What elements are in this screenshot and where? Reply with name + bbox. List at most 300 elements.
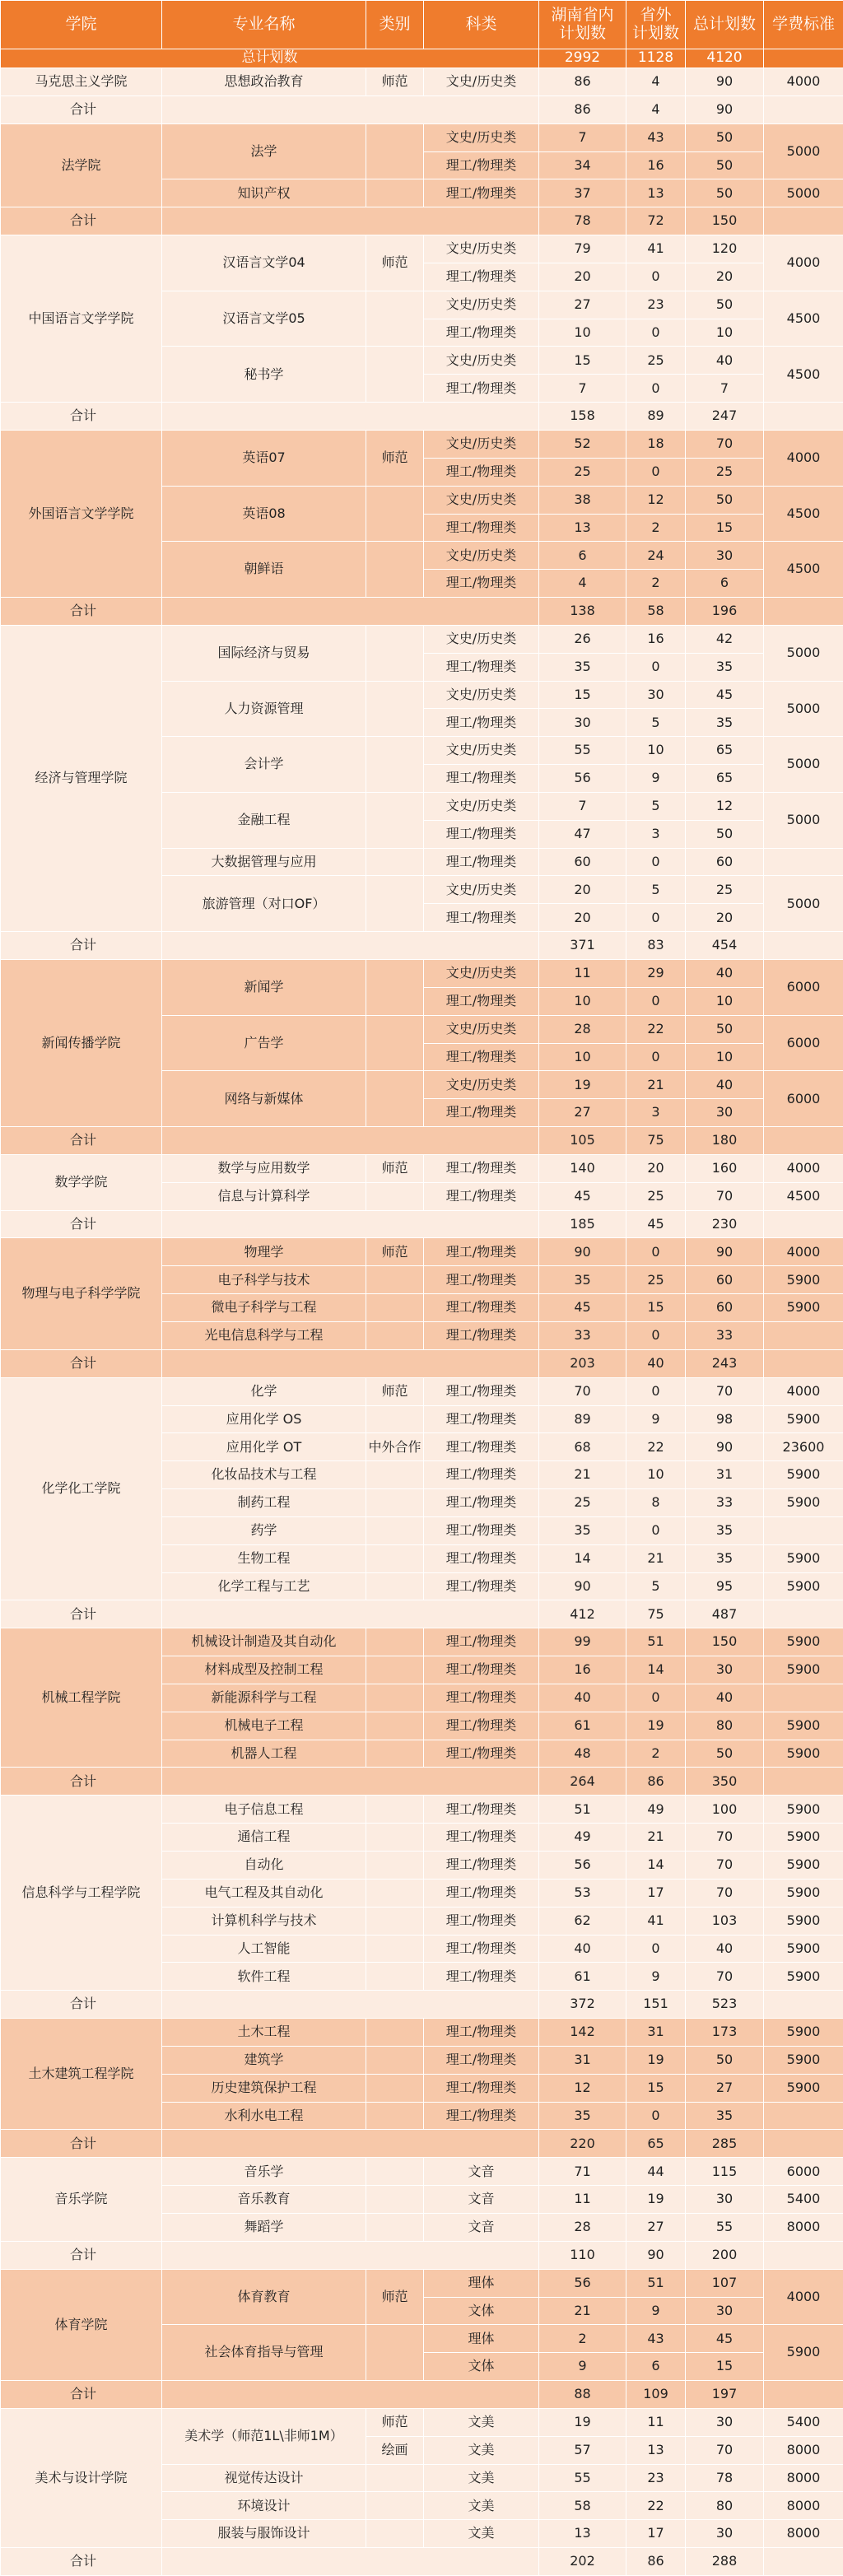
major-name: 机器人工程	[162, 1740, 366, 1768]
subject-type: 理工/物理类	[424, 1740, 539, 1768]
in-province-count: 10	[539, 319, 626, 347]
subject-type: 文史/历史类	[424, 235, 539, 263]
subtotal-label: 合计	[1, 2548, 162, 2576]
in-province-count: 31	[539, 2046, 626, 2074]
category	[366, 542, 424, 598]
major-name: 电气工程及其自动化	[162, 1879, 366, 1907]
tuition-fee: 5900	[764, 1656, 843, 1684]
in-province-count: 25	[539, 1489, 626, 1517]
out-province-count: 5	[626, 792, 686, 820]
major-name: 建筑学	[162, 2046, 366, 2074]
total-count: 70	[686, 2436, 764, 2464]
subject-type: 文史/历史类	[424, 876, 539, 904]
total-count: 65	[686, 737, 764, 765]
category	[366, 1684, 424, 1712]
total-count: 30	[686, 2520, 764, 2548]
subject-type: 理工/物理类	[424, 1544, 539, 1572]
in-province-count: 25	[539, 458, 626, 486]
total-count: 90	[686, 1238, 764, 1266]
tuition-fee: 4000	[764, 68, 843, 96]
subtotal-in: 110	[539, 2241, 626, 2269]
category	[366, 848, 424, 876]
subtotal-row	[1, 1210, 843, 1238]
out-province-count: 49	[626, 1796, 686, 1824]
subject-type: 文史/历史类	[424, 792, 539, 820]
out-province-count: 25	[626, 1266, 686, 1294]
subject-type: 理工/物理类	[424, 1963, 539, 1991]
total-count: 90	[686, 68, 764, 96]
category	[366, 1963, 424, 1991]
total-count: 30	[686, 1656, 764, 1684]
subtotal-label: 合计	[1, 2241, 162, 2269]
category	[366, 347, 424, 403]
out-province-count: 10	[626, 737, 686, 765]
in-province-count: 55	[539, 2464, 626, 2492]
in-province-count: 19	[539, 2408, 626, 2436]
out-province-count: 19	[626, 2046, 686, 2074]
subject-type: 理工/物理类	[424, 2046, 539, 2074]
major-name: 通信工程	[162, 1824, 366, 1852]
total-count: 107	[686, 2269, 764, 2297]
out-province-count: 9	[626, 1405, 686, 1433]
out-province-count: 43	[626, 123, 686, 151]
total-count: 33	[686, 1321, 764, 1349]
total-count: 15	[686, 2353, 764, 2381]
subtotal-fee	[764, 1991, 843, 2019]
subject-type: 文音	[424, 2213, 539, 2241]
table-row	[1, 1628, 843, 1656]
category	[366, 1015, 424, 1071]
in-province-count: 14	[539, 1544, 626, 1572]
total-count: 70	[686, 1182, 764, 1210]
subject-type: 文美	[424, 2492, 539, 2520]
total-count: 25	[686, 458, 764, 486]
category	[366, 625, 424, 681]
total-count: 35	[686, 2102, 764, 2130]
tuition-fee: 5000	[764, 876, 843, 932]
total-count: 100	[686, 1796, 764, 1824]
total-count: 7	[686, 375, 764, 403]
subtotal-out: 89	[626, 403, 686, 431]
in-province-count: 35	[539, 1266, 626, 1294]
subject-type: 文体	[424, 2353, 539, 2381]
out-province-count: 0	[626, 848, 686, 876]
table-row	[1, 1377, 843, 1405]
subtotal-total: 90	[686, 95, 764, 123]
in-province-count: 15	[539, 347, 626, 375]
subtotal-in: 88	[539, 2381, 626, 2409]
out-province-count: 51	[626, 1628, 686, 1656]
college-name: 数学学院	[1, 1154, 162, 1210]
category	[366, 1182, 424, 1210]
major-name: 英语07	[162, 430, 366, 486]
in-province-count: 61	[539, 1712, 626, 1740]
category	[366, 2186, 424, 2214]
tuition-fee	[764, 1321, 843, 1349]
subtotal-row	[1, 207, 843, 235]
major-name: 信息与计算科学	[162, 1182, 366, 1210]
tuition-fee: 8000	[764, 2464, 843, 2492]
out-province-count: 10	[626, 1461, 686, 1489]
college-name: 中国语言文学学院	[1, 235, 162, 403]
total-count: 80	[686, 1712, 764, 1740]
tuition-fee: 5900	[764, 1489, 843, 1517]
tuition-fee: 4500	[764, 347, 843, 403]
subtotal-label: 合计	[1, 2381, 162, 2409]
major-name: 光电信息科学与工程	[162, 1321, 366, 1349]
subtotal-label: 合计	[1, 1768, 162, 1796]
subtotal-label: 合计	[1, 598, 162, 626]
in-province-count: 142	[539, 2019, 626, 2047]
table-row	[1, 960, 843, 988]
in-province-count: 20	[539, 904, 626, 932]
subtotal-total: 285	[686, 2130, 764, 2158]
in-province-count: 38	[539, 486, 626, 514]
total-count: 31	[686, 1461, 764, 1489]
total-count: 80	[686, 2492, 764, 2520]
in-province-count: 51	[539, 1796, 626, 1824]
out-province-count: 3	[626, 820, 686, 848]
subtotal-in: 158	[539, 403, 626, 431]
major-name: 音乐学	[162, 2158, 366, 2186]
total-count: 70	[686, 1879, 764, 1907]
tuition-fee: 5400	[764, 2408, 843, 2436]
subtotal-out: 65	[626, 2130, 686, 2158]
in-province-count: 99	[539, 1628, 626, 1656]
subtotal-total: 247	[686, 403, 764, 431]
total-count: 50	[686, 291, 764, 319]
category	[366, 123, 424, 179]
subtotal-in: 203	[539, 1349, 626, 1377]
subject-type: 文史/历史类	[424, 123, 539, 151]
major-name: 化学	[162, 1377, 366, 1405]
subtotal-row	[1, 2130, 843, 2158]
tuition-fee: 5900	[764, 1461, 843, 1489]
subtotal-total: 454	[686, 932, 764, 960]
major-name: 生物工程	[162, 1544, 366, 1572]
in-province-count: 4	[539, 570, 626, 598]
subtotal-label: 合计	[1, 1349, 162, 1377]
in-province-count: 34	[539, 151, 626, 179]
total-count: 30	[686, 1099, 764, 1127]
subject-type: 文音	[424, 2158, 539, 2186]
major-name: 广告学	[162, 1015, 366, 1071]
tuition-fee: 4000	[764, 1154, 843, 1182]
category	[366, 1656, 424, 1684]
subtotal-in: 371	[539, 932, 626, 960]
out-province-count: 5	[626, 876, 686, 904]
subtotal-row	[1, 1991, 843, 2019]
in-province-count: 35	[539, 2102, 626, 2130]
college-name: 美术与设计学院	[1, 2408, 162, 2547]
total-count: 55	[686, 2213, 764, 2241]
subject-type: 理工/物理类	[424, 1154, 539, 1182]
out-province-count: 22	[626, 1015, 686, 1043]
subject-type: 理工/物理类	[424, 1656, 539, 1684]
subtotal-in: 372	[539, 1991, 626, 2019]
subject-type: 理工/物理类	[424, 179, 539, 207]
subtotal-label: 合计	[1, 932, 162, 960]
category	[366, 1740, 424, 1768]
major-name: 数学与应用数学	[162, 1154, 366, 1182]
college-name: 音乐学院	[1, 2158, 162, 2242]
total-count: 15	[686, 514, 764, 542]
subtotal-empty	[162, 1600, 539, 1628]
out-province-count: 21	[626, 1544, 686, 1572]
out-province-count: 5	[626, 709, 686, 737]
subject-type: 理工/物理类	[424, 987, 539, 1015]
major-name: 汉语言文学04	[162, 235, 366, 291]
subtotal-empty	[162, 1127, 539, 1155]
out-province-count: 13	[626, 2436, 686, 2464]
subject-type: 文美	[424, 2464, 539, 2492]
subtotal-out: 45	[626, 1210, 686, 1238]
in-province-count: 52	[539, 430, 626, 458]
subtotal-fee	[764, 1127, 843, 1155]
subject-type: 理工/物理类	[424, 2074, 539, 2102]
subtotal-total: 230	[686, 1210, 764, 1238]
total-count: 50	[686, 820, 764, 848]
in-province-count: 10	[539, 1043, 626, 1071]
tuition-fee: 5900	[764, 1935, 843, 1963]
in-province-count: 79	[539, 235, 626, 263]
header-category: 类别	[366, 1, 424, 49]
grand-total-label: 总计划数	[1, 49, 539, 68]
tuition-fee: 5900	[764, 1544, 843, 1572]
total-count: 70	[686, 430, 764, 458]
subject-type: 文体	[424, 2297, 539, 2325]
in-province-count: 55	[539, 737, 626, 765]
tuition-fee: 5900	[764, 1796, 843, 1824]
total-count: 90	[686, 1433, 764, 1461]
tuition-fee: 5900	[764, 1740, 843, 1768]
college-name: 物理与电子科学学院	[1, 1238, 162, 1349]
subtotal-label: 合计	[1, 1127, 162, 1155]
subject-type: 理工/物理类	[424, 1377, 539, 1405]
in-province-count: 70	[539, 1377, 626, 1405]
category	[366, 486, 424, 542]
out-province-count: 41	[626, 235, 686, 263]
total-count: 160	[686, 1154, 764, 1182]
in-province-count: 56	[539, 2269, 626, 2297]
tuition-fee: 4500	[764, 486, 843, 542]
tuition-fee: 5900	[764, 1405, 843, 1433]
header-in-province: 湖南省内 计划数	[539, 1, 626, 49]
major-name: 新闻学	[162, 960, 366, 1016]
tuition-fee	[764, 1516, 843, 1544]
category	[366, 1907, 424, 1935]
subject-type: 理工/物理类	[424, 151, 539, 179]
out-province-count: 0	[626, 1684, 686, 1712]
header-subject: 科类	[424, 1, 539, 49]
tuition-fee: 8000	[764, 2520, 843, 2548]
subtotal-fee	[764, 1600, 843, 1628]
category	[366, 737, 424, 793]
tuition-fee: 5900	[764, 2074, 843, 2102]
total-count: 40	[686, 1071, 764, 1099]
table-row	[1, 235, 843, 263]
out-province-count: 0	[626, 1043, 686, 1071]
total-count: 33	[686, 1489, 764, 1517]
total-count: 35	[686, 1544, 764, 1572]
category	[366, 2074, 424, 2102]
out-province-count: 0	[626, 1377, 686, 1405]
out-province-count: 31	[626, 2019, 686, 2047]
out-province-count: 18	[626, 430, 686, 458]
subtotal-empty	[162, 598, 539, 626]
college-name: 马克思主义学院	[1, 68, 162, 96]
major-name: 物理学	[162, 1238, 366, 1266]
subject-type: 理工/物理类	[424, 1099, 539, 1127]
subtotal-fee	[764, 1210, 843, 1238]
out-province-count: 0	[626, 904, 686, 932]
total-count: 40	[686, 347, 764, 375]
in-province-count: 7	[539, 792, 626, 820]
out-province-count: 29	[626, 960, 686, 988]
table-row	[1, 1238, 843, 1266]
total-count: 40	[686, 960, 764, 988]
subject-type: 理体	[424, 2269, 539, 2297]
subject-type: 理工/物理类	[424, 653, 539, 681]
subject-type: 文史/历史类	[424, 542, 539, 570]
subject-type: 理工/物理类	[424, 1266, 539, 1294]
in-province-count: 20	[539, 263, 626, 291]
total-count: 103	[686, 1907, 764, 1935]
major-name: 土木工程	[162, 2019, 366, 2047]
total-count: 70	[686, 1824, 764, 1852]
tuition-fee: 5900	[764, 1963, 843, 1991]
total-count: 45	[686, 2325, 764, 2353]
tuition-fee: 4000	[764, 1238, 843, 1266]
subtotal-fee	[764, 207, 843, 235]
subject-type: 理工/物理类	[424, 570, 539, 598]
in-province-count: 53	[539, 1879, 626, 1907]
category	[366, 2213, 424, 2241]
table-row	[1, 430, 843, 458]
tuition-fee: 5900	[764, 2325, 843, 2381]
in-province-count: 13	[539, 514, 626, 542]
college-name: 新闻传播学院	[1, 960, 162, 1127]
tuition-fee: 4000	[764, 430, 843, 486]
in-province-count: 58	[539, 2492, 626, 2520]
in-province-count: 140	[539, 1154, 626, 1182]
total-count: 78	[686, 2464, 764, 2492]
subtotal-total: 523	[686, 1991, 764, 2019]
major-name: 制药工程	[162, 1489, 366, 1517]
major-name: 机械设计制造及其自动化	[162, 1628, 366, 1656]
subject-type: 理工/物理类	[424, 1321, 539, 1349]
subject-type: 文音	[424, 2186, 539, 2214]
subtotal-out: 58	[626, 598, 686, 626]
out-province-count: 27	[626, 2213, 686, 2241]
grand-total-out: 1128	[626, 49, 686, 68]
out-province-count: 0	[626, 2102, 686, 2130]
tuition-fee: 5000	[764, 737, 843, 793]
tuition-fee: 8000	[764, 2492, 843, 2520]
category: 师范	[366, 430, 424, 486]
subtotal-row	[1, 2241, 843, 2269]
in-province-count: 28	[539, 2213, 626, 2241]
subtotal-total: 487	[686, 1600, 764, 1628]
out-province-count: 51	[626, 2269, 686, 2297]
total-count: 50	[686, 1740, 764, 1768]
subtotal-empty	[162, 1991, 539, 2019]
subject-type: 文史/历史类	[424, 486, 539, 514]
subject-type: 理工/物理类	[424, 904, 539, 932]
subject-type: 文史/历史类	[424, 681, 539, 709]
out-province-count: 0	[626, 1321, 686, 1349]
subtotal-fee	[764, 1349, 843, 1377]
subtotal-fee	[764, 2381, 843, 2409]
category: 师范	[366, 68, 424, 96]
tuition-fee: 4500	[764, 291, 843, 347]
subtotal-fee	[764, 598, 843, 626]
in-province-count: 2	[539, 2325, 626, 2353]
in-province-count: 11	[539, 2186, 626, 2214]
category: 师范	[366, 235, 424, 291]
major-name: 化妆品技术与工程	[162, 1461, 366, 1489]
subtotal-fee	[764, 403, 843, 431]
subtotal-empty	[162, 1349, 539, 1377]
total-count: 60	[686, 1266, 764, 1294]
major-name: 国际经济与贸易	[162, 625, 366, 681]
out-province-count: 0	[626, 458, 686, 486]
out-province-count: 11	[626, 2408, 686, 2436]
tuition-fee	[764, 2102, 843, 2130]
category	[366, 681, 424, 737]
subtotal-row	[1, 403, 843, 431]
in-province-count: 90	[539, 1238, 626, 1266]
college-name: 体育学院	[1, 2269, 162, 2380]
tuition-fee: 4000	[764, 235, 843, 291]
tuition-fee: 5000	[764, 123, 843, 179]
major-name: 体育教育	[162, 2269, 366, 2325]
tuition-fee: 5000	[764, 625, 843, 681]
category	[366, 1294, 424, 1322]
tuition-fee: 4000	[764, 1377, 843, 1405]
category	[366, 179, 424, 207]
out-province-count: 0	[626, 263, 686, 291]
subtotal-fee	[764, 2548, 843, 2576]
major-name: 人工智能	[162, 1935, 366, 1963]
out-province-count: 0	[626, 1516, 686, 1544]
major-name: 音乐教育	[162, 2186, 366, 2214]
tuition-fee: 4500	[764, 1182, 843, 1210]
subtotal-in: 185	[539, 1210, 626, 1238]
total-count: 12	[686, 792, 764, 820]
table-row	[1, 2269, 843, 2297]
in-province-count: 89	[539, 1405, 626, 1433]
header-total: 总计划数	[686, 1, 764, 49]
table-row	[1, 123, 843, 151]
subject-type: 文史/历史类	[424, 737, 539, 765]
category: 师范	[366, 1377, 424, 1405]
in-province-count: 40	[539, 1935, 626, 1963]
total-count: 60	[686, 1294, 764, 1322]
in-province-count: 49	[539, 1824, 626, 1852]
subject-type: 理工/物理类	[424, 1043, 539, 1071]
total-count: 35	[686, 709, 764, 737]
grand-total-row	[1, 49, 843, 68]
major-name: 自动化	[162, 1852, 366, 1880]
total-count: 120	[686, 235, 764, 263]
subtotal-out: 75	[626, 1127, 686, 1155]
category: 师范	[366, 2408, 424, 2436]
header-major: 专业名称	[162, 1, 366, 49]
subtotal-out: 86	[626, 1768, 686, 1796]
out-province-count: 16	[626, 625, 686, 653]
major-name: 电子信息工程	[162, 1796, 366, 1824]
